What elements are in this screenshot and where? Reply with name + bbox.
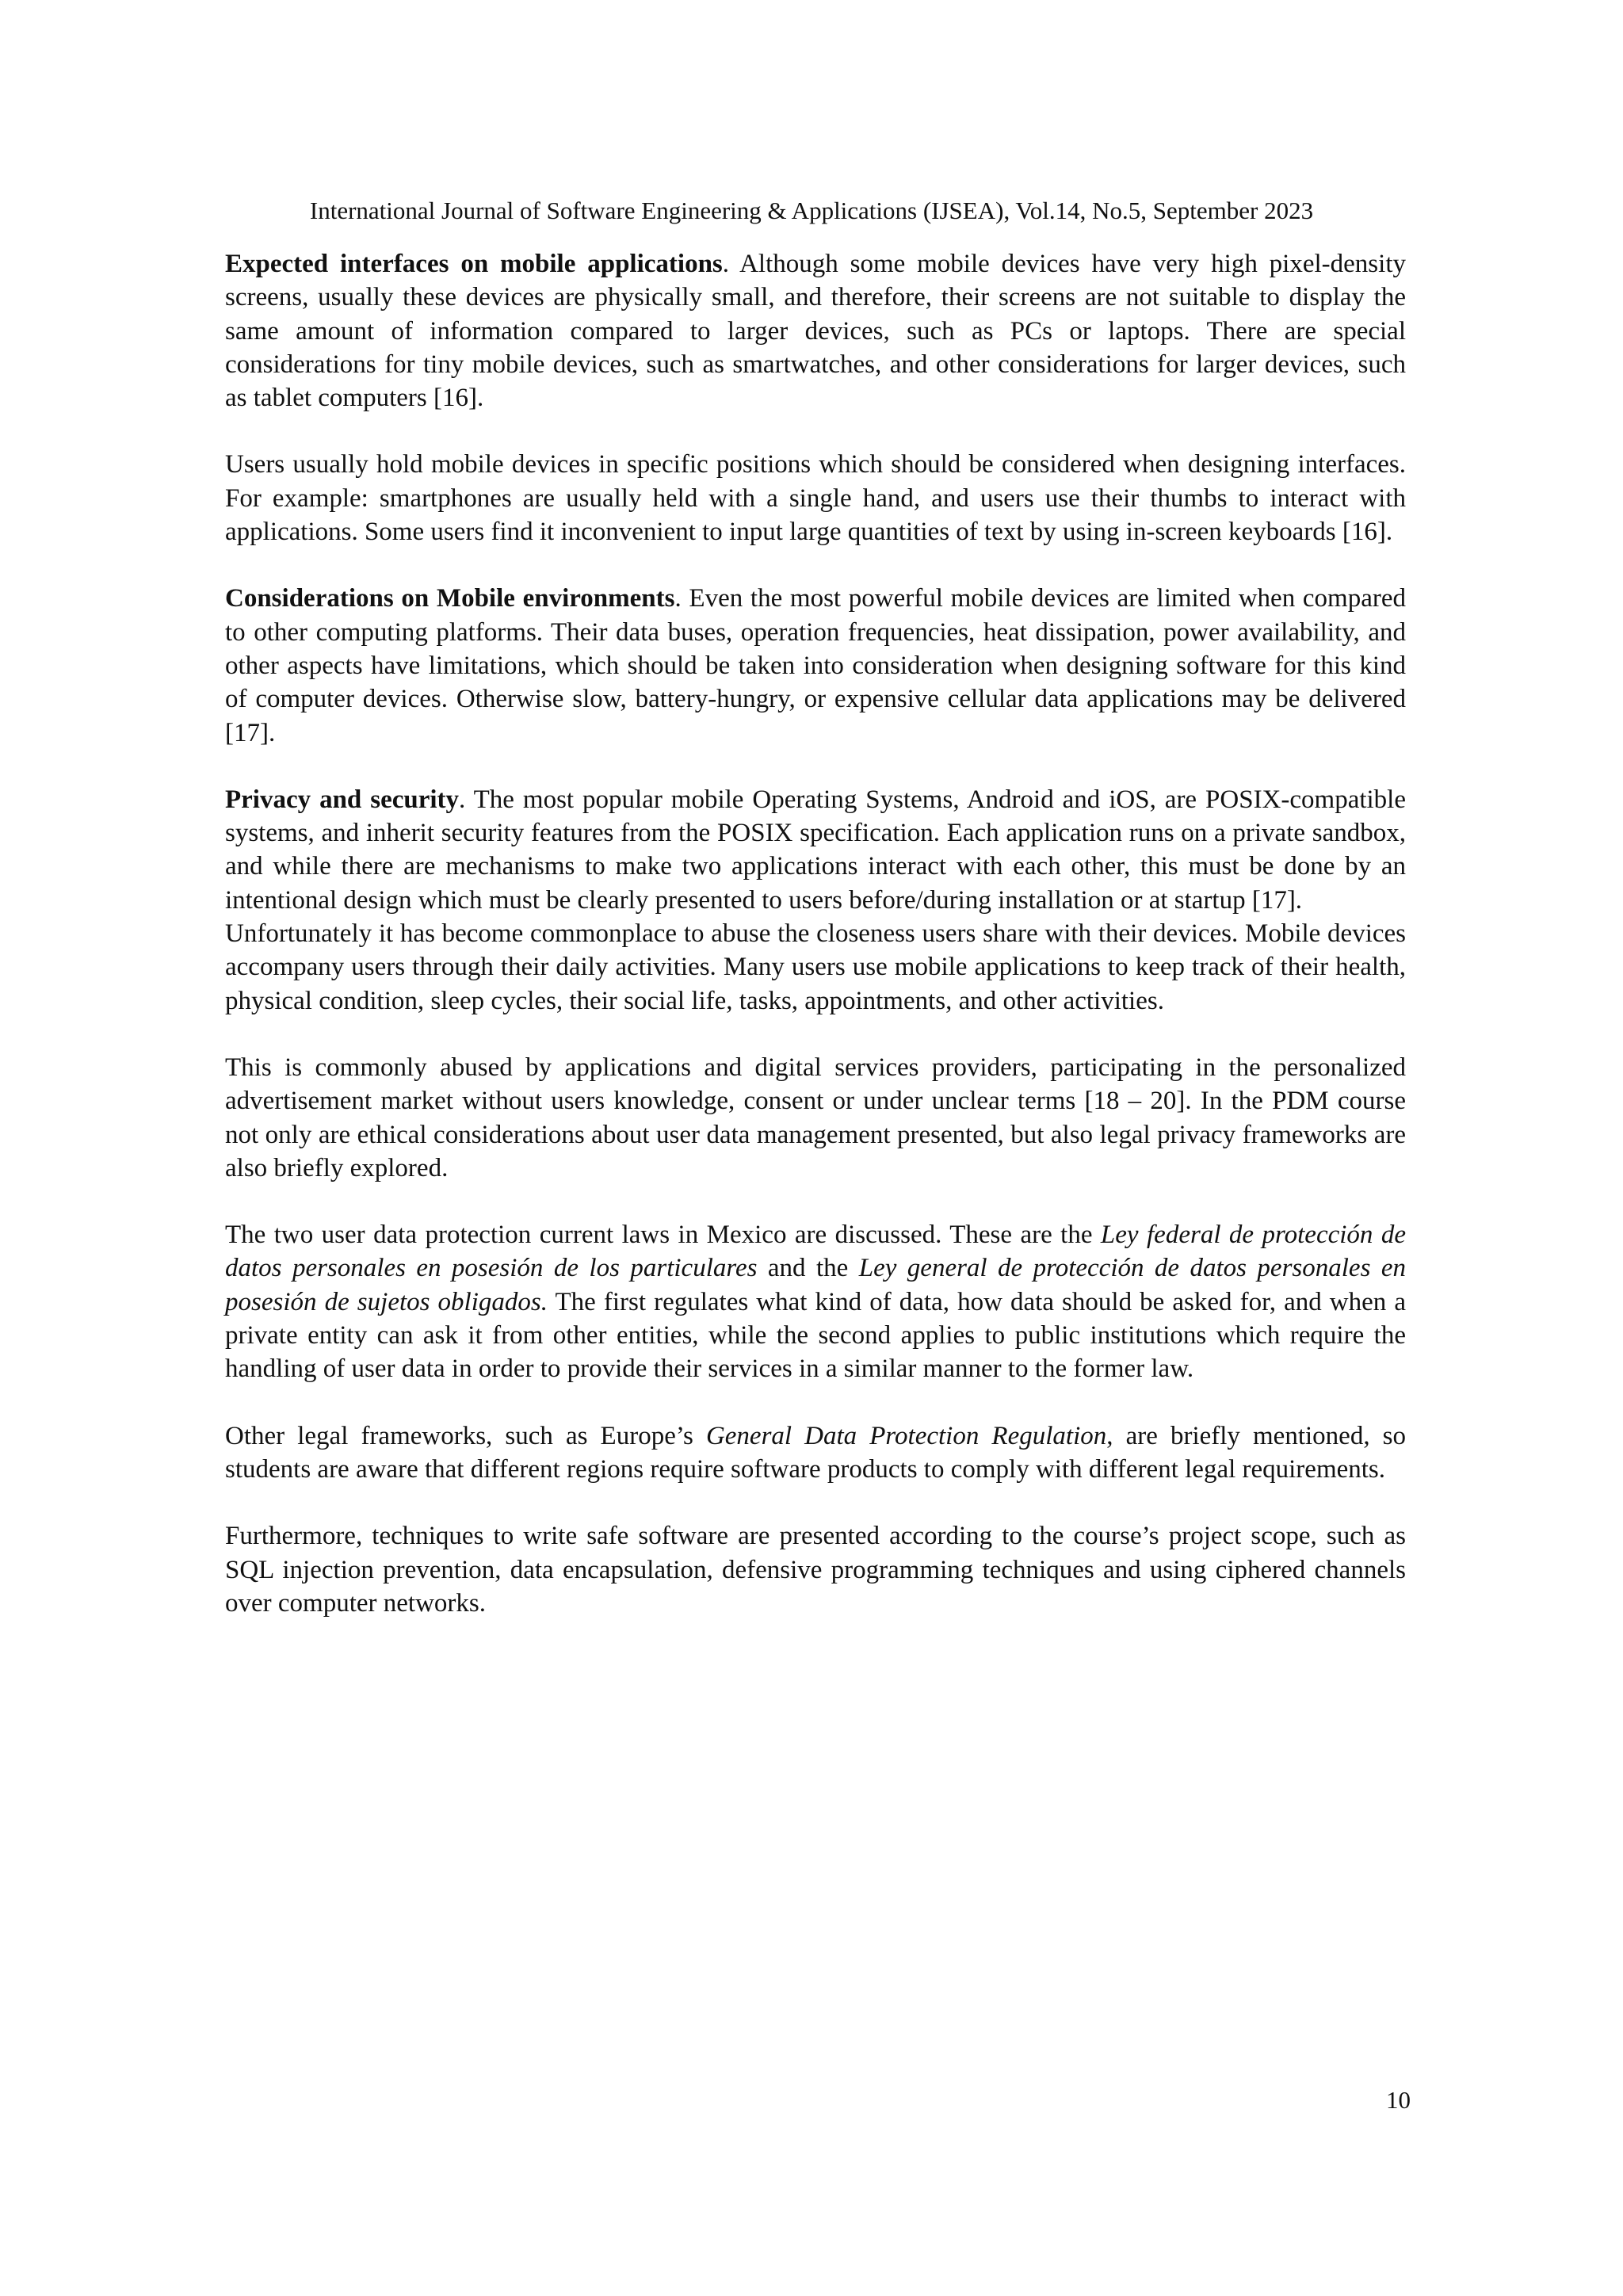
paragraph-text: Furthermore, techniques to write safe software are presented according to the course’s project scope, such as SQL injection prevention, data encapsulation, defensive programming techniques and using ciphered channels over computer networks.	[225, 1522, 1406, 1618]
paragraph-text: . Although some mobile devices have very high pixel-density screens, usually these devices are physically small, and therefore, their screens are not suitable to display the same amount of information compared to larger devices, such as PCs or laptops. There are special considerations for tiny mobile devices, such as smartwatches, and other considerations for larger devices, such as tablet computers [16].	[225, 250, 1406, 413]
paragraph-text: . The most popular mobile Operating Systems, Android and iOS, are POSIX-compatible systems, and inherit security features from the POSIX specification. Each application runs on a private sandbox, and while there are mechanisms to make two applications interact with each other, this must be done by an intentional design which must be clearly presented to users before/during installation or at startup [17].	[225, 785, 1406, 915]
paragraph-closeness-abuse	[225, 917, 1406, 1018]
article-body	[225, 247, 1406, 1653]
page-number: 10	[1386, 2086, 1411, 2114]
paragraph-lead-heading: Privacy and security	[225, 785, 460, 814]
paragraph-lead-heading: Expected interfaces on mobile applications	[225, 250, 723, 278]
paragraph-expected-interfaces	[225, 247, 1406, 415]
paragraph-text: . Even the most powerful mobile devices are limited when compared to other computing platforms. Their data buses, operation frequencies, heat dissipation, power availability, and other aspects have limitations, which should be taken into consideration when designing software for this kind of computer devices. Otherwise slow, battery-hungry, or expensive cellular data applications may be delivered [17].	[225, 584, 1406, 747]
paragraph-advertisement-market	[225, 1051, 1406, 1185]
paragraph-text: Unfortunately it has become commonplace to abuse the closeness users share with their devices. Mobile devices accompany users through their daily activities. Many users use mobile applications to keep track of their health, physical condition, sleep cycles, their social life, tasks, appointments, and other activities.	[225, 919, 1406, 1015]
paragraph-holding-devices	[225, 448, 1406, 548]
paragraph-lead-heading: Considerations on Mobile environments	[225, 584, 675, 613]
paragraph-text: Users usually hold mobile devices in specific positions which should be considered when designing interfaces. For example: smartphones are usually held with a single hand, and users use their thumbs to interact with applications. Some users find it inconvenient to input large quantities of text by using in-screen keyboards [16].	[225, 450, 1406, 547]
paragraph-safe-software	[225, 1519, 1406, 1620]
paragraph-mexico-laws	[225, 1218, 1406, 1385]
law-title-federal: Ley federal de protección de datos personales en posesión de los particulares	[225, 1221, 1406, 1283]
paragraph-text: , are briefly mentioned, so students are aware that different regions require software products to comply with different legal requirements.	[225, 1421, 1406, 1484]
paragraph-text: and the	[757, 1254, 859, 1283]
paragraph-mobile-environments	[225, 582, 1406, 749]
paragraph-text: The first regulates what kind of data, how data should be asked for, and when a private entity can ask it from other entities, while the second applies to public institutions which require the handling of user data in order to provide their services in a similar manner to the former law.	[225, 1287, 1406, 1384]
paragraph-text: This is commonly abused by applications and digital services providers, participating in the personalized advertisement market without users knowledge, consent or under unclear terms [18 – 20]. In the PDM course not only are ethical considerations about user data management presented, but also legal privacy frameworks are also briefly explored.	[225, 1052, 1406, 1182]
regulation-title-gdpr: General Data Protection Regulation	[705, 1421, 1107, 1450]
paragraph-text: The two user data protection current laws in Mexico are discussed. These are the	[225, 1221, 1101, 1250]
paragraph-text: Other legal frameworks, such as Europe’s	[225, 1421, 706, 1450]
paragraph-privacy-security	[225, 783, 1406, 917]
paragraph-gdpr	[225, 1419, 1406, 1487]
law-title-general: Ley general de protección de datos personales en posesión de sujetos obligados.	[225, 1254, 1406, 1316]
running-header: International Journal of Software Engineering & Applications (IJSEA), Vol.14, No.5, September 2023	[309, 197, 1314, 224]
